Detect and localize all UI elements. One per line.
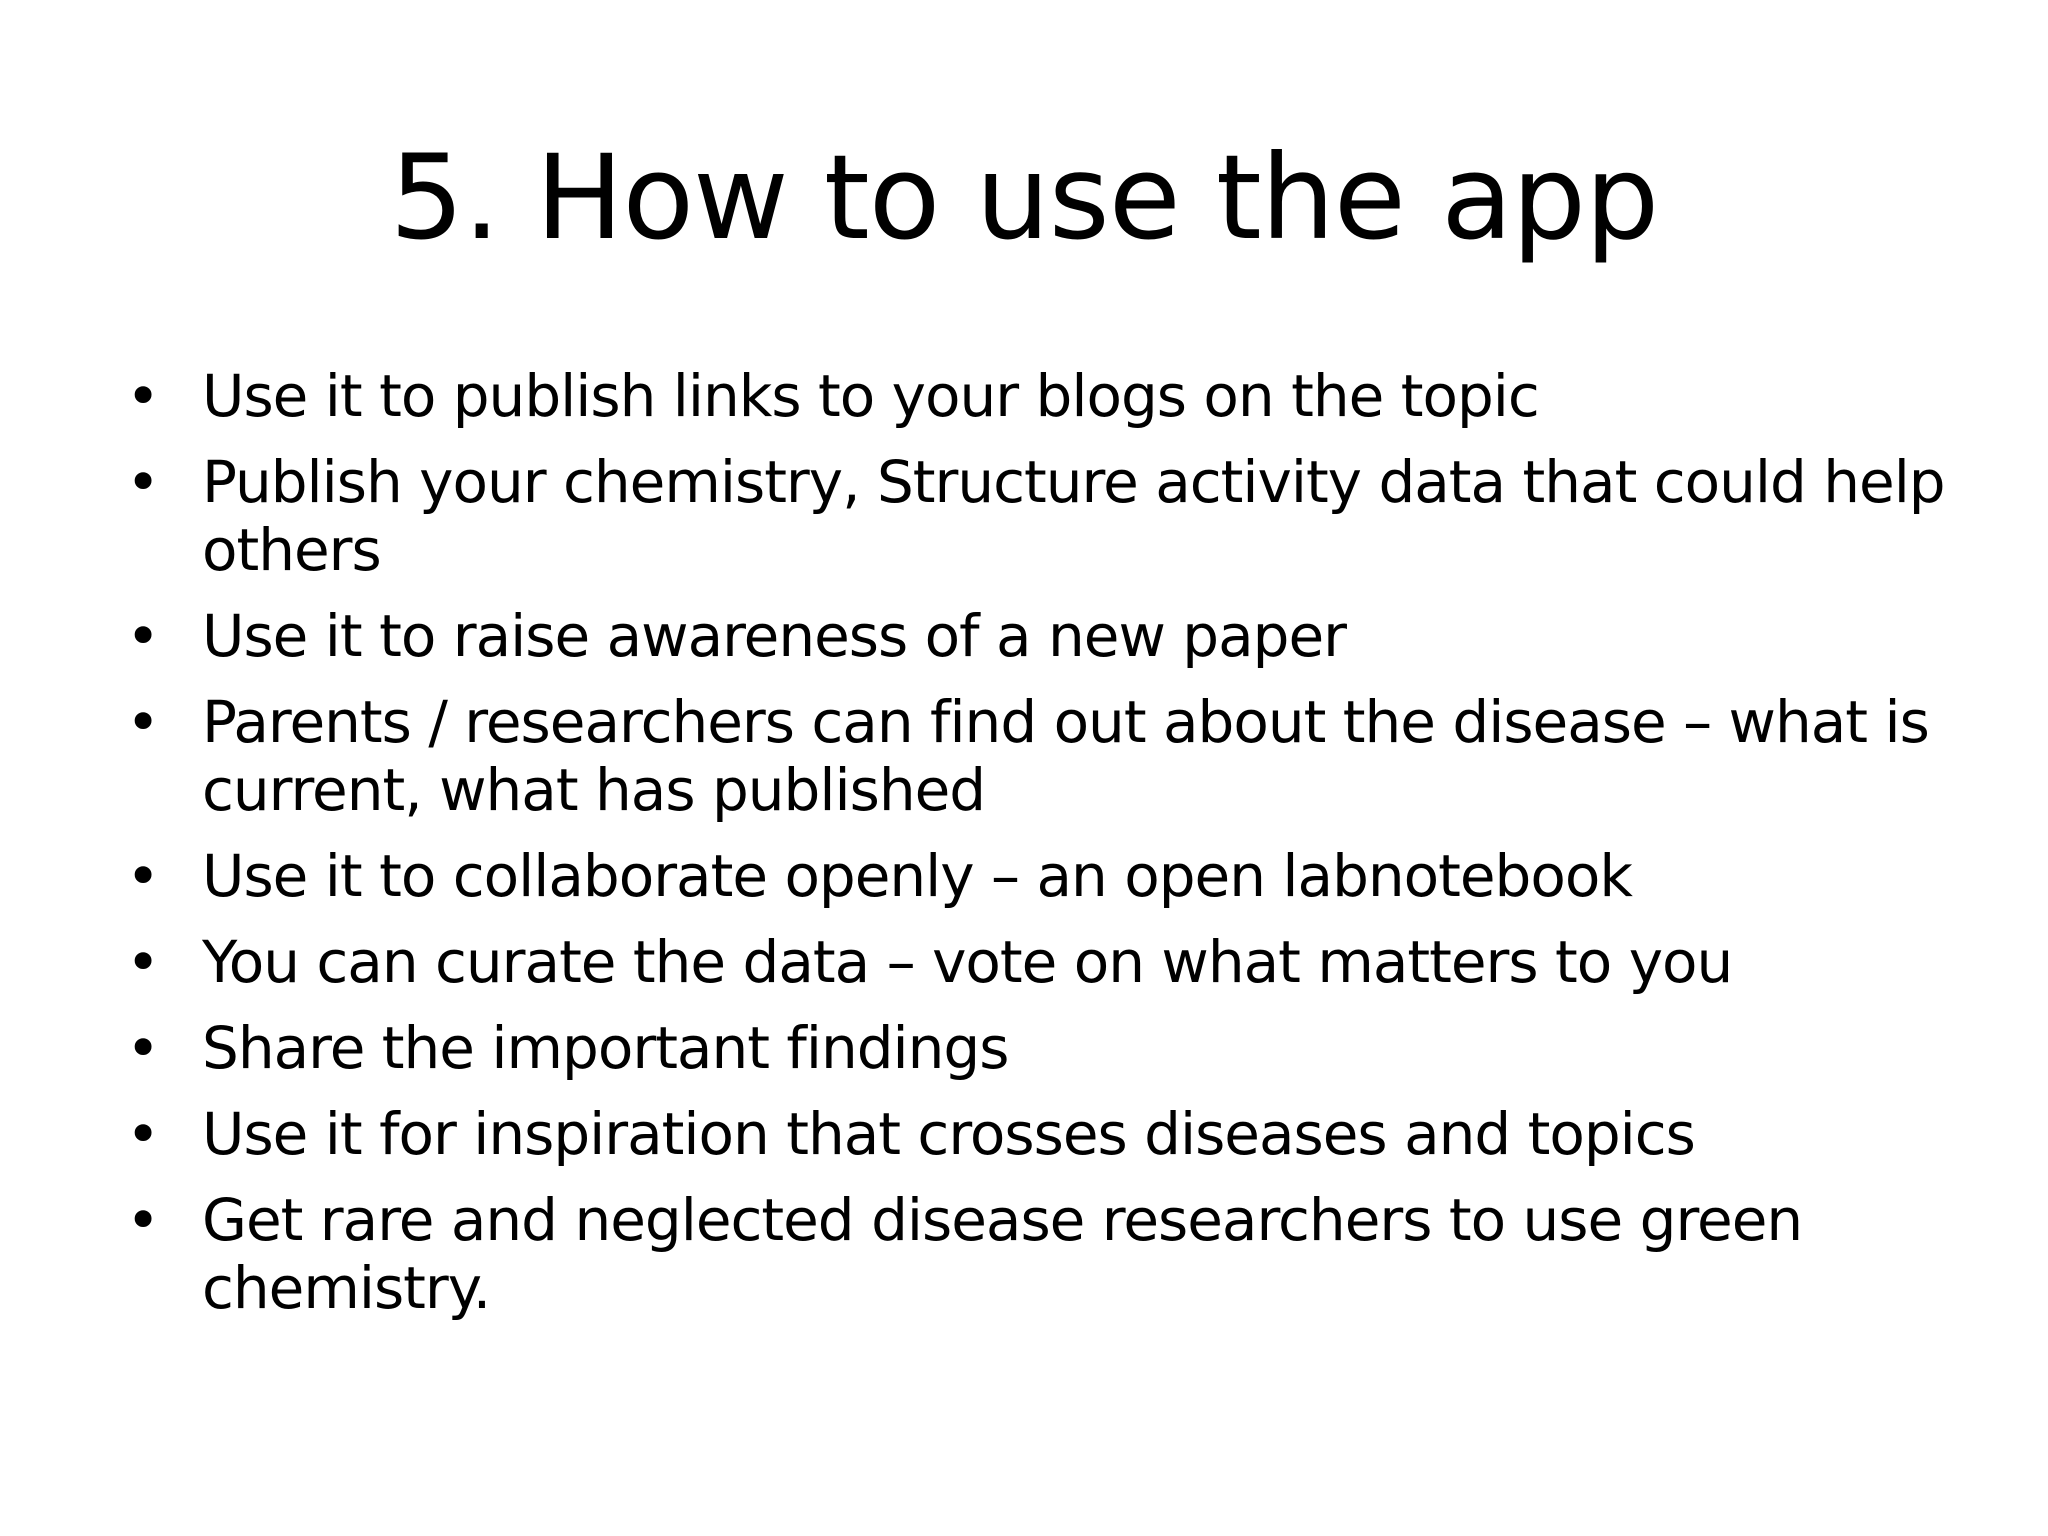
- bullet-icon: •: [126, 1186, 160, 1254]
- bullet-item: [126, 362, 1956, 430]
- bullet-item: [126, 688, 1956, 824]
- bullet-item: [126, 928, 1956, 996]
- slide-title: 5. How to use the app: [389, 129, 1659, 266]
- bullet-item: [126, 448, 1956, 584]
- bullet-text: Use it to publish links to your blogs on the topic: [202, 362, 1539, 430]
- bullet-text: Get rare and neglected disease researchers to use green chemistry.: [202, 1186, 1803, 1322]
- bullet-text: Use it for inspiration that crosses diseases and topics: [202, 1100, 1695, 1168]
- bullet-icon: •: [126, 362, 160, 430]
- bullet-item: [126, 842, 1956, 910]
- bullet-item: [126, 1186, 1956, 1322]
- bullet-icon: •: [126, 842, 160, 910]
- bullet-item: [126, 602, 1956, 670]
- bullet-item: [126, 1100, 1956, 1168]
- bullet-item: [126, 1014, 1956, 1082]
- bullet-icon: •: [126, 448, 160, 516]
- bullet-text: Publish your chemistry, Structure activity data that could help others: [202, 448, 1945, 584]
- bullet-text: Use it to raise awareness of a new paper: [202, 602, 1347, 670]
- bullet-text: Share the important findings: [202, 1014, 1009, 1082]
- bullet-icon: •: [126, 602, 160, 670]
- bullet-text: Use it to collaborate openly – an open labnotebook: [202, 842, 1632, 910]
- bullet-list: [126, 362, 1956, 1340]
- bullet-icon: •: [126, 1014, 160, 1082]
- bullet-text: You can curate the data – vote on what matters to you: [202, 928, 1733, 996]
- bullet-icon: •: [126, 928, 160, 996]
- bullet-icon: •: [126, 1100, 160, 1168]
- bullet-icon: •: [126, 688, 160, 756]
- bullet-text: Parents / researchers can find out about the disease – what is current, what has published: [202, 688, 1929, 824]
